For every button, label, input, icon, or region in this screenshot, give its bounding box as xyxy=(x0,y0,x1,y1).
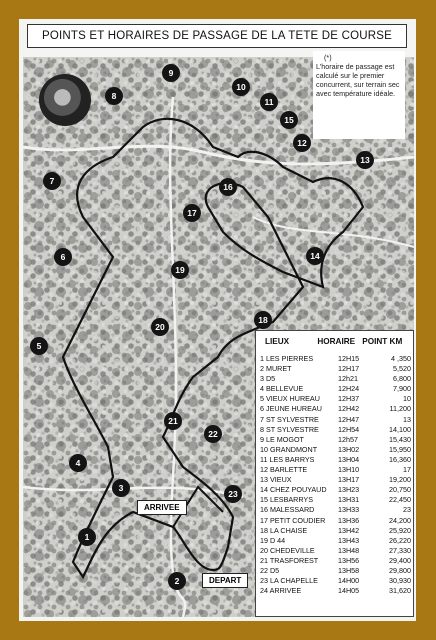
marker-20[interactable]: 20 xyxy=(151,318,169,336)
table-row xyxy=(256,576,413,586)
marker-3[interactable]: 3 xyxy=(112,479,130,497)
table-row xyxy=(256,526,413,536)
cell-km: 5,520 xyxy=(393,364,411,374)
marker-10[interactable]: 10 xyxy=(232,78,250,96)
cell-horaire: 12H47 xyxy=(338,414,360,424)
cell-lieu: 17 PETIT COUDIER xyxy=(260,515,326,525)
cell-lieu: 13 VIEUX xyxy=(260,475,292,485)
cell-km: 30,930 xyxy=(389,576,411,586)
cell-horaire: 14H00 xyxy=(338,576,360,586)
table-row xyxy=(256,546,413,556)
header-point-km: POINT KM xyxy=(362,337,403,346)
marker-9[interactable]: 9 xyxy=(162,64,180,82)
cell-km: 24,200 xyxy=(389,515,411,525)
cell-km: 10 xyxy=(403,394,411,404)
table-row xyxy=(256,425,413,435)
marker-13[interactable]: 13 xyxy=(356,151,374,169)
marker-19[interactable]: 19 xyxy=(171,261,189,279)
cell-lieu: 21 TRASFOREST xyxy=(260,555,319,565)
cell-km: 26,220 xyxy=(389,535,411,545)
cell-lieu: 6 JEUNE HUREAU xyxy=(260,404,322,414)
cell-horaire: 13H58 xyxy=(338,565,360,575)
depart-label: DEPART xyxy=(202,573,248,588)
marker-22[interactable]: 22 xyxy=(204,425,222,443)
cell-lieu: 16 MALESSARD xyxy=(260,505,315,515)
marker-7[interactable]: 7 xyxy=(43,172,61,190)
cell-lieu: 5 VIEUX HUREAU xyxy=(260,394,320,404)
cell-horaire: 12H37 xyxy=(338,394,360,404)
cell-km: 19,200 xyxy=(389,475,411,485)
cell-horaire: 13H10 xyxy=(338,465,360,475)
cell-km: 29,400 xyxy=(389,555,411,565)
marker-5[interactable]: 5 xyxy=(30,337,48,355)
cell-lieu: 9 LE MOGOT xyxy=(260,434,304,444)
cell-km: 27,330 xyxy=(389,545,411,555)
timing-note xyxy=(313,51,405,139)
cell-horaire: 13H42 xyxy=(338,525,360,535)
cell-horaire: 12H54 xyxy=(338,424,360,434)
cell-horaire: 13H23 xyxy=(338,485,360,495)
arrivee-label: ARRIVEE xyxy=(137,500,187,515)
cell-lieu: 22 D5 xyxy=(260,565,280,575)
cell-horaire: 13H04 xyxy=(338,454,360,464)
cell-horaire: 13H31 xyxy=(338,495,360,505)
cell-km: 15,950 xyxy=(389,444,411,454)
cell-lieu: 18 LA CHAISE xyxy=(260,525,308,535)
cell-lieu: 4 BELLEVUE xyxy=(260,384,304,394)
marker-6[interactable]: 6 xyxy=(54,248,72,266)
marker-17[interactable]: 17 xyxy=(183,204,201,222)
table-row xyxy=(256,536,413,546)
table-row xyxy=(256,455,413,465)
cell-horaire: 12h57 xyxy=(338,434,358,444)
cell-lieu: 2 MURET xyxy=(260,364,292,374)
table-row xyxy=(256,485,413,495)
cell-km: 22,450 xyxy=(389,495,411,505)
cell-lieu: 11 LES BARRYS xyxy=(260,454,315,464)
cell-km: 31,620 xyxy=(389,586,411,596)
cell-horaire: 13H48 xyxy=(338,545,360,555)
cell-lieu: 14 CHEZ POUYAUD xyxy=(260,485,327,495)
header-horaire: HORAIRE xyxy=(317,337,356,346)
note-text: L’horaire de passage est calculé sur le premier concurrent, sur terrain sec avec température idéale. xyxy=(316,62,400,98)
marker-4[interactable]: 4 xyxy=(69,454,87,472)
table-row xyxy=(256,556,413,566)
cell-horaire: 12H17 xyxy=(338,364,360,374)
cell-km: 7,900 xyxy=(393,384,411,394)
cell-lieu: 15 LESBARRYS xyxy=(260,495,314,505)
cell-km: 14,100 xyxy=(389,424,411,434)
cell-horaire: 12H15 xyxy=(338,354,360,363)
table-row xyxy=(256,364,413,374)
cell-lieu: 8 ST SYLVESTRE xyxy=(260,424,319,434)
table-row xyxy=(256,374,413,384)
cell-lieu: 19 D 44 xyxy=(260,535,286,545)
table-row xyxy=(256,475,413,485)
cell-horaire: 13H43 xyxy=(338,535,360,545)
cell-km: 16,360 xyxy=(389,454,411,464)
table-row xyxy=(256,384,413,394)
marker-12[interactable]: 12 xyxy=(293,134,311,152)
marker-16[interactable]: 16 xyxy=(219,178,237,196)
table-row xyxy=(256,586,413,596)
table-row xyxy=(256,516,413,526)
cell-horaire: 13H36 xyxy=(338,515,360,525)
header-lieux: LIEUX xyxy=(265,337,290,346)
table-row xyxy=(256,394,413,404)
cell-horaire: 12H24 xyxy=(338,384,360,394)
cell-lieu: 3 D5 xyxy=(260,374,276,384)
cell-horaire: 12h21 xyxy=(338,374,358,384)
event-logo xyxy=(39,74,91,126)
table-row xyxy=(256,495,413,505)
cell-horaire: 12H42 xyxy=(338,404,360,414)
cell-lieu: 20 CHEDEVILLE xyxy=(260,545,315,555)
marker-21[interactable]: 21 xyxy=(164,412,182,430)
cell-km: 15,430 xyxy=(389,434,411,444)
table-row xyxy=(256,354,413,364)
cell-lieu: 12 BARLETTE xyxy=(260,465,308,475)
cell-horaire: 13H02 xyxy=(338,444,360,454)
cell-km: 6,800 xyxy=(393,374,411,384)
page-title: POINTS ET HORAIRES DE PASSAGE DE LA TETE DE COURSE xyxy=(27,24,407,48)
marker-18[interactable]: 18 xyxy=(254,311,272,329)
cell-lieu: 7 ST SYLVESTRE xyxy=(260,414,319,424)
table-row xyxy=(256,566,413,576)
marker-1[interactable]: 1 xyxy=(78,528,96,546)
cell-lieu: 23 LA CHAPELLE xyxy=(260,576,318,586)
table-header xyxy=(256,331,413,354)
cell-horaire: 13H56 xyxy=(338,555,360,565)
marker-8[interactable]: 8 xyxy=(105,87,123,105)
table-row xyxy=(256,505,413,515)
map-sheet xyxy=(19,19,416,621)
checkpoint-table xyxy=(255,330,414,617)
cell-horaire: 14H05 xyxy=(338,586,360,596)
cell-km: 23 xyxy=(403,505,411,515)
cell-lieu: 1 LES PIERRES xyxy=(260,354,314,363)
cell-lieu: 10 GRANDMONT xyxy=(260,444,318,454)
cell-km: 11,200 xyxy=(389,404,411,414)
cell-lieu: 24 ARRIVEE xyxy=(260,586,302,596)
cell-km: 17 xyxy=(403,465,411,475)
cell-horaire: 13H17 xyxy=(338,475,360,485)
table-row xyxy=(256,465,413,475)
marker-14[interactable]: 14 xyxy=(306,247,324,265)
cell-horaire: 13H33 xyxy=(338,505,360,515)
cell-km: 4 ,350 xyxy=(391,354,411,363)
marker-11[interactable]: 11 xyxy=(260,93,278,111)
marker-15[interactable]: 15 xyxy=(280,111,298,129)
cell-km: 29,800 xyxy=(389,565,411,575)
note-star: (*) xyxy=(324,53,332,62)
marker-2[interactable]: 2 xyxy=(168,572,186,590)
table-row xyxy=(256,445,413,455)
table-row xyxy=(256,415,413,425)
table-body xyxy=(256,354,413,596)
cell-km: 13 xyxy=(403,414,411,424)
cell-km: 25,920 xyxy=(389,525,411,535)
cell-km: 20,750 xyxy=(389,485,411,495)
marker-23[interactable]: 23 xyxy=(224,485,242,503)
table-row xyxy=(256,435,413,445)
table-row xyxy=(256,404,413,414)
